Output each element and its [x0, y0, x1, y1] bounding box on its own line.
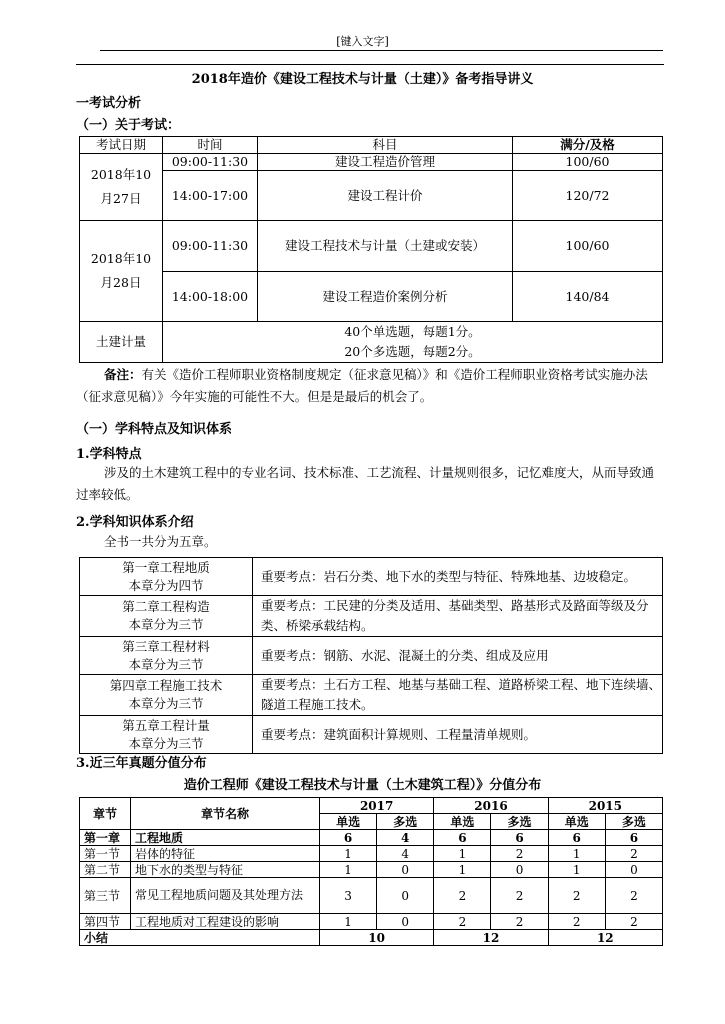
chapter-name: 第四章工程施工技术 — [109, 678, 223, 693]
row-chapter: 第四节 — [80, 914, 131, 930]
total-label: 小结 — [80, 930, 320, 946]
row-name: 地下水的类型与特征 — [131, 862, 320, 878]
chapter-points: 重要考点：工民建的分类及适用、基础类型、路基形式及路面等级及分类、桥梁承载结构。 — [253, 596, 663, 637]
header-subject: 科目 — [258, 137, 513, 154]
header-year-2016: 2016 — [434, 798, 548, 814]
score-cell: 1 — [434, 862, 491, 878]
heading-score-distribution: 3.近三年真题分值分布 — [76, 756, 207, 771]
exam-subject: 建设工程技术与计量（土建或安装） — [258, 221, 513, 272]
exam-subject: 建设工程造价案例分析 — [258, 272, 513, 322]
score-cell: 6 — [320, 830, 377, 846]
score-cell: 4 — [377, 846, 434, 862]
exam-time: 09:00-11:30 — [163, 221, 258, 272]
table-row-total — [80, 930, 663, 946]
header-multi: 多选 — [605, 814, 662, 830]
tujian-single-choice: 40个单选题，每题1分。 — [344, 324, 481, 339]
features-paragraph: 涉及的土木建筑工程中的专业名词、技术标准、工艺流程、计量规则很多，记忆难度大，从而导致通过率较低。 — [76, 465, 655, 502]
header-single: 单选 — [320, 814, 377, 830]
chapter-points: 重要考点：岩石分类、地下水的类型与特征、特殊地基、边坡稳定。 — [253, 558, 663, 596]
table-row — [80, 878, 663, 914]
chapter-name: 第一章工程地质 — [122, 559, 210, 575]
header-multi: 多选 — [491, 814, 548, 830]
exam-score: 140/84 — [513, 272, 663, 322]
section-heading-exam-analysis: 一考试分析 — [76, 96, 142, 111]
header-rule — [100, 50, 663, 51]
exam-date-day1 — [80, 154, 163, 221]
score-table-title: 造价工程师《建设工程技术与计量（土木建筑工程）》分值分布 — [183, 778, 542, 793]
chapter-sections: 本章分为四节 — [128, 577, 204, 593]
row-chapter: 第一章 — [80, 830, 131, 846]
chapter-name: 第三章工程材料 — [122, 638, 210, 654]
exam-score: 100/60 — [513, 221, 663, 272]
score-cell: 1 — [548, 862, 605, 878]
header-year-2017: 2017 — [320, 798, 434, 814]
table-row — [80, 830, 663, 846]
chapter-sections: 本章分为三节 — [128, 617, 204, 632]
score-cell: 6 — [548, 830, 605, 846]
score-cell: 0 — [377, 862, 434, 878]
header-exam-date: 考试日期 — [80, 137, 163, 154]
score-cell: 6 — [434, 830, 491, 846]
row-chapter: 第二节 — [80, 862, 131, 878]
chapter-cell — [80, 558, 253, 596]
page-header-placeholder: [键入文字] — [336, 35, 389, 48]
table-row — [80, 914, 663, 930]
score-cell: 0 — [377, 914, 434, 930]
chapter-name: 第二章工程构造 — [122, 599, 210, 614]
header-multi: 多选 — [377, 814, 434, 830]
score-cell: 0 — [377, 878, 434, 914]
score-cell: 4 — [377, 830, 434, 846]
chapter-cell — [80, 716, 253, 754]
chapter-cell — [80, 675, 253, 716]
score-cell: 6 — [605, 830, 662, 846]
header-score: 满分/及格 — [513, 137, 663, 154]
header-chapter: 章节 — [80, 798, 131, 830]
score-cell: 1 — [320, 914, 377, 930]
title-rule — [76, 64, 664, 65]
note-paragraph — [76, 364, 666, 408]
row-name: 工程地质 — [131, 830, 320, 846]
score-cell: 2 — [605, 914, 662, 930]
chapter-table — [79, 557, 663, 754]
score-cell: 2 — [605, 846, 662, 862]
exam-time: 14:00-17:00 — [163, 171, 258, 221]
chapters-intro: 全书一共分为五章。 — [104, 534, 217, 549]
score-cell: 2 — [491, 846, 548, 862]
tujian-multi-choice: 20个多选题，每题2分。 — [344, 344, 481, 359]
exam-date-day2-line2: 月28日 — [100, 275, 142, 290]
exam-date-day1-line2: 月27日 — [100, 191, 142, 206]
row-name: 常见工程地质问题及其处理方法 — [131, 878, 320, 914]
document-title: 2018年造价《建设工程技术与计量（土建）》备考指导讲义 — [191, 72, 534, 87]
header-time: 时间 — [163, 137, 258, 154]
header-single: 单选 — [548, 814, 605, 830]
score-cell: 6 — [491, 830, 548, 846]
chapter-cell — [80, 596, 253, 637]
heading-knowledge-system: 2.学科知识体系介绍 — [76, 515, 194, 530]
heading-subject-features: 1.学科特点 — [76, 447, 142, 462]
exam-date-day2-line1: 2018年10 — [90, 251, 152, 266]
chapter-cell — [80, 637, 253, 675]
exam-score: 100/60 — [513, 154, 663, 171]
total-2016: 12 — [434, 930, 548, 946]
score-cell: 0 — [491, 862, 548, 878]
row-name: 工程地质对工程建设的影响 — [131, 914, 320, 930]
note-text: 有关《造价工程师职业资格制度规定（征求意见稿）》和《造价工程师职业资格考试实施办法（征求意见稿）》今年实施的可能性不大。但是是最后的机会了。 — [76, 367, 648, 404]
exam-time: 09:00-11:30 — [163, 154, 258, 171]
exam-date-day1-line1: 2018年10 — [90, 167, 152, 182]
row-name: 岩体的特征 — [131, 846, 320, 862]
chapter-points: 重要考点：建筑面积计算规则、工程量清单规则。 — [253, 716, 663, 754]
row-chapter: 第一节 — [80, 846, 131, 862]
score-cell: 2 — [434, 878, 491, 914]
score-cell: 2 — [491, 878, 548, 914]
table-row — [80, 846, 663, 862]
subheading-about-exam: （一）关于考试： — [76, 118, 181, 133]
score-cell: 2 — [434, 914, 491, 930]
exam-time: 14:00-18:00 — [163, 272, 258, 322]
tujian-question-info — [163, 322, 663, 363]
exam-schedule-table — [79, 136, 663, 363]
exam-subject: 建设工程计价 — [258, 171, 513, 221]
score-distribution-table — [79, 797, 663, 946]
score-cell: 1 — [320, 846, 377, 862]
tujian-label: 土建计量 — [80, 322, 163, 363]
section-heading-features: （一）学科特点及知识体系 — [76, 422, 233, 437]
score-cell: 3 — [320, 878, 377, 914]
exam-score: 120/72 — [513, 171, 663, 221]
row-chapter: 第三节 — [80, 878, 131, 914]
header-year-2015: 2015 — [548, 798, 662, 814]
score-cell: 2 — [548, 878, 605, 914]
chapter-points: 重要考点：土石方工程、地基与基础工程、道路桥梁工程、地下连续墙、隧道工程施工技术。 — [253, 675, 663, 716]
score-cell: 2 — [548, 914, 605, 930]
total-2017: 10 — [320, 930, 434, 946]
table-row — [80, 862, 663, 878]
exam-date-day2 — [80, 221, 163, 322]
header-single: 单选 — [434, 814, 491, 830]
score-cell: 1 — [434, 846, 491, 862]
score-cell: 1 — [548, 846, 605, 862]
score-cell: 2 — [491, 914, 548, 930]
score-cell: 2 — [605, 878, 662, 914]
exam-subject: 建设工程造价管理 — [258, 154, 513, 171]
chapter-sections: 本章分为三节 — [128, 735, 204, 751]
note-label: 备注： — [104, 367, 142, 382]
score-cell: 1 — [320, 862, 377, 878]
total-2015: 12 — [548, 930, 662, 946]
chapter-name: 第五章工程计量 — [122, 717, 210, 733]
chapter-sections: 本章分为三节 — [128, 696, 204, 711]
chapter-points: 重要考点：钢筋、水泥、混凝土的分类、组成及应用 — [253, 637, 663, 675]
chapter-sections: 本章分为三节 — [128, 656, 204, 672]
score-cell: 0 — [605, 862, 662, 878]
header-chapter-name: 章节名称 — [131, 798, 320, 830]
